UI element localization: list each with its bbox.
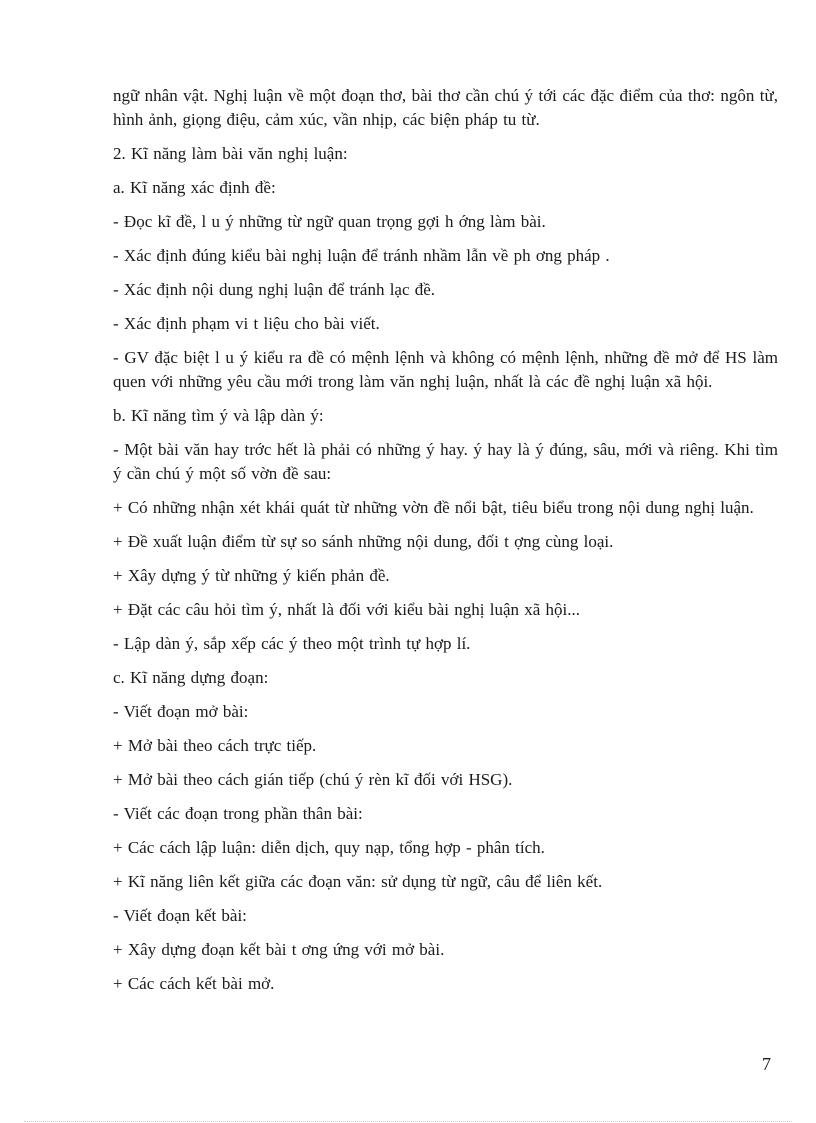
page-bottom-divider — [24, 1121, 792, 1122]
page-content — [113, 84, 778, 1006]
list-item: - Lập dàn ý, sắp xếp các ý theo một trình tự hợp lí. — [113, 634, 471, 653]
list-item: - Một bài văn hay trớc hết là phải có những ý hay. ý hay là ý đúng, sâu, mới và riêng. Khi tìm ý cần chú ý một số vờn đề sau: — [113, 440, 778, 483]
page-number: 7 — [762, 1054, 771, 1074]
list-item: + Đặt các câu hỏi tìm ý, nhất là đối với kiểu bài nghị luận xã hội... — [113, 600, 581, 619]
list-item: + Mở bài theo cách trực tiếp. — [113, 736, 317, 755]
subsection-heading: b. Kĩ năng tìm ý và lập dàn ý: — [113, 406, 324, 425]
list-item: - Đọc kĩ đề, l u ý những từ ngữ quan trọng gợi h ớng làm bài. — [113, 212, 546, 231]
list-item: + Các cách kết bài mở. — [113, 974, 275, 993]
list-item: - GV đặc biệt l u ý kiểu ra đề có mệnh lệnh và không có mệnh lệnh, những đề mở để HS làm quen với những yêu cầu mới trong làm văn nghị luận, nhất là các đề nghị luận xã hội. — [113, 348, 778, 391]
list-item: + Có những nhận xét khái quát từ những vờn đề nổi bật, tiêu biểu trong nội dung nghị luận. — [113, 498, 754, 517]
list-item: + Xây dựng ý từ những ý kiến phản đề. — [113, 566, 390, 585]
list-item: - Viết các đoạn trong phần thân bài: — [113, 804, 363, 823]
list-item: - Xác định đúng kiểu bài nghị luận để tránh nhầm lẫn về ph ơng pháp . — [113, 246, 610, 265]
list-item: + Đề xuất luận điểm từ sự so sánh những nội dung, đối t ợng cùng loại. — [113, 532, 614, 551]
list-item: + Xây dựng đoạn kết bài t ơng ứng với mở bài. — [113, 940, 445, 959]
list-item: - Xác định phạm vi t liệu cho bài viết. — [113, 314, 380, 333]
list-item: + Mở bài theo cách gián tiếp (chú ý rèn kĩ đối với HSG). — [113, 770, 513, 789]
subsection-heading: c. Kĩ năng dựng đoạn: — [113, 668, 269, 687]
subsection-heading: a. Kĩ năng xác định đề: — [113, 178, 276, 197]
paragraph: ngữ nhân vật. Nghị luận về một đoạn thơ, bài thơ cần chú ý tới các đặc điểm của thơ: ngôn từ, hình ảnh, giọng điệu, cảm xúc, vần nhịp, các biện pháp tu từ. — [113, 86, 778, 129]
list-item: - Viết đoạn mở bài: — [113, 702, 249, 721]
list-item: + Kĩ năng liên kết giữa các đoạn văn: sử dụng từ ngữ, câu để liên kết. — [113, 872, 603, 891]
list-item: + Các cách lập luận: diễn dịch, quy nạp, tổng hợp - phân tích. — [113, 838, 545, 857]
section-heading: 2. Kĩ năng làm bài văn nghị luận: — [113, 144, 348, 163]
list-item: - Xác định nội dung nghị luận để tránh lạc đề. — [113, 280, 436, 299]
list-item: - Viết đoạn kết bài: — [113, 906, 247, 925]
